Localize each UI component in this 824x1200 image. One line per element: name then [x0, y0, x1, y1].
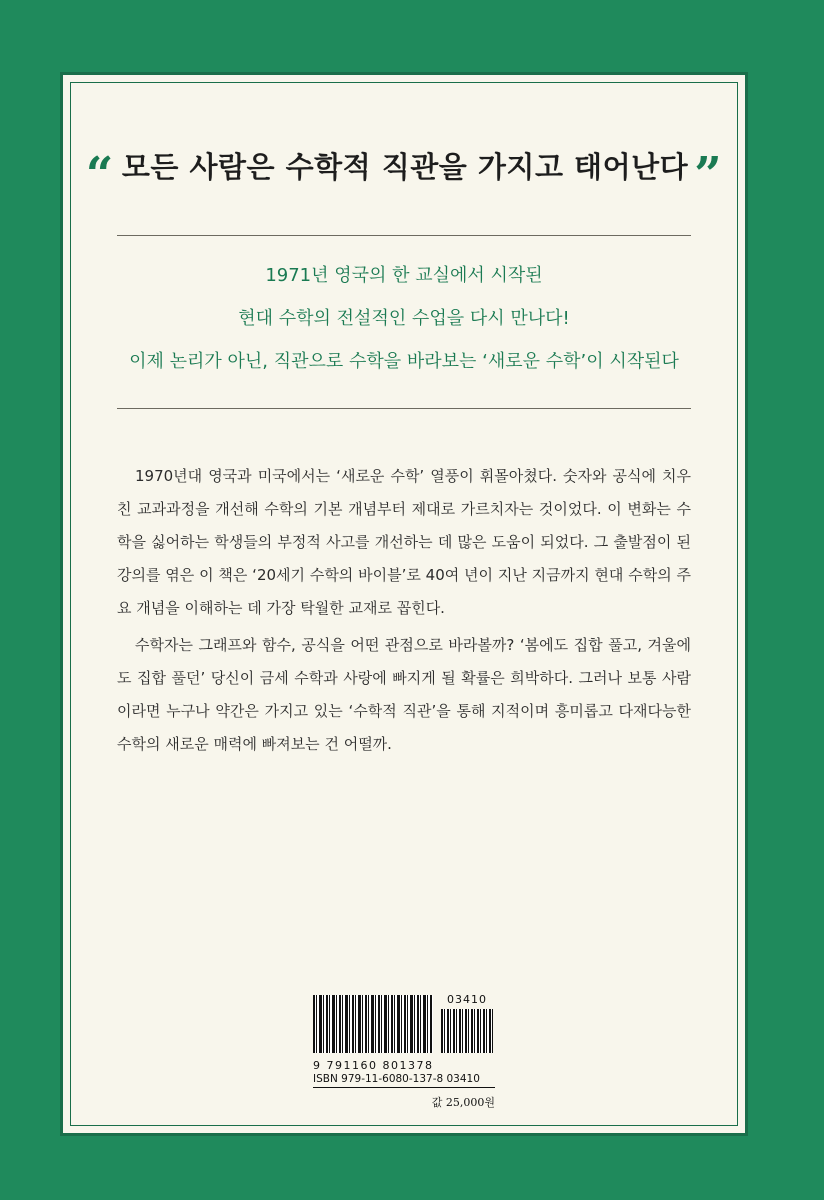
tagline-line-1: 1971년 영국의 한 교실에서 시작된	[265, 265, 543, 286]
ean-digits: 9 791160 801378	[313, 1059, 434, 1072]
barcode-block	[313, 995, 495, 1110]
barcode-addon-bars-icon	[441, 1009, 493, 1053]
barcode-addon-digits: 03410	[447, 993, 487, 1006]
tagline-line-2: 현대 수학의 전설적인 수업을 다시 만나다!	[238, 308, 570, 329]
description-paragraph-2: 수학자는 그래프와 함수, 공식을 어떤 관점으로 바라볼까? ‘봄에도 집합 풀고, 겨울에도 집합 풀던’ 당신이 금세 수학과 사랑에 빠지게 될 확률은 희박하다. 그러나 보통 사람이라면 누구나 약간은 가지고 있는 ‘수학적 직관’을 통해 지적이며 흥미롭고 다재다능한 수학의 새로운 매력에 빠져보는 건 어떨까.	[117, 636, 691, 753]
price: 값 25,000원	[431, 1096, 495, 1109]
tagline-line-3: 이제 논리가 아닌, 직관으로 수학을 바라보는 ‘새로운 수학’이 시작된다	[129, 351, 679, 372]
close-quote-icon: ”	[694, 147, 723, 203]
headline	[63, 145, 745, 203]
headline-text: 모든 사람은 수학적 직관을 가지고 태어난다	[121, 150, 689, 184]
barcode-bars-icon	[313, 995, 433, 1053]
divider-bottom	[117, 408, 691, 409]
description	[117, 460, 691, 765]
description-paragraph-1: 1970년대 영국과 미국에서는 ‘새로운 수학’ 열풍이 휘몰아쳤다. 숫자와 공식에 치우친 교과과정을 개선해 수학의 기본 개념부터 제대로 가르치자는 것이었다. 이 변화는 수학을 싫어하는 학생들의 부정적 사고를 개선하는 데 많은 도움이 되었다. 그 출발점이 된 강의를 엮은 이 책은 ‘20세기 수학의 바이블’로 40여 년이 지난 지금까지 현대 수학의 주요 개념을 이해하는 데 가장 탁월한 교재로 꼽힌다.	[117, 467, 691, 617]
divider-top	[117, 235, 691, 236]
isbn: ISBN 979-11-6080-137-8 03410	[313, 1073, 495, 1088]
cover-panel	[60, 72, 748, 1136]
open-quote-icon: “	[85, 147, 114, 203]
tagline	[63, 263, 745, 392]
barcode	[313, 995, 495, 1057]
